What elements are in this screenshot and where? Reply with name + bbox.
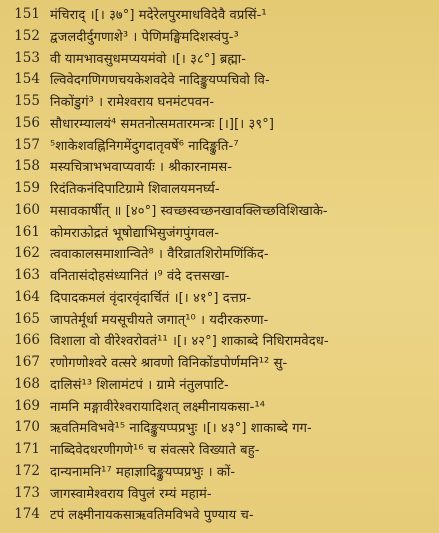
line-text: वी यामभावसुधमप्ययमंवो ।[। ३८°] ब्रह्मा- <box>50 51 247 67</box>
text-line <box>0 111 439 135</box>
line-number: 170 <box>14 419 40 436</box>
text-line <box>0 241 439 265</box>
line-text: मंचिराद् ।[। ३७°] मदेरेलपुरमाधविदेवै वप्रसिं-¹ <box>50 8 267 23</box>
line-text: मसावकार्षीत् ॥ [४०°] स्वच्छस्वच्छनखावक्लिच्छविशिखाके- <box>50 203 328 219</box>
text-line <box>0 89 439 113</box>
line-number: 159 <box>14 180 40 196</box>
line-text: जापतेर्मूर्धा मयसूचीयते जगात्¹⁰ । यदीरकरुणा- <box>50 312 269 328</box>
line-number: 152 <box>14 27 40 44</box>
text-line <box>0 415 439 439</box>
text-line <box>0 176 439 200</box>
text-line <box>0 350 439 374</box>
text-line <box>0 481 439 505</box>
line-number: 153 <box>14 49 40 66</box>
line-number: 151 <box>14 6 40 22</box>
line-number: 155 <box>14 93 40 109</box>
line-number: 173 <box>14 484 40 501</box>
line-number: 165 <box>14 310 40 327</box>
line-number: 157 <box>14 136 40 153</box>
text-line <box>0 154 439 178</box>
line-text: वनितासंदोहसंध्यानितं ।⁹ वंदे दत्तसखा- <box>50 269 230 284</box>
line-number: 168 <box>14 375 40 392</box>
line-number: 172 <box>14 462 40 479</box>
line-text: ⁵शाकेशवह्निनिगमेंदुगदातृवर्षे⁶ नादिङ्कुति-⁷ <box>50 138 239 154</box>
line-number: 158 <box>14 158 40 175</box>
text-line <box>0 307 439 331</box>
line-text: दिपादकमलं वृंदारवृंदार्चितं ।[। ४१°] दत्तप्र- <box>50 290 252 306</box>
text-line <box>0 502 439 526</box>
text-line <box>0 198 439 222</box>
line-text: जागस्वामेश्वराय विपुलं रम्यं महामं- <box>50 486 212 502</box>
line-number: 169 <box>14 397 40 414</box>
line-text: टपं लक्ष्मीनायकसाऋवतिमविभवे पुण्याय च- <box>50 508 254 524</box>
text-line <box>0 285 439 309</box>
line-number: 171 <box>14 441 40 457</box>
text-line <box>0 328 439 352</box>
line-text: कोमराऊोद्रतं भूषोद्याभिसुजंगपुंगवल- <box>50 225 219 241</box>
line-text: ल्विवेदगणिगणचयकेशवदेवे नादिङ्कुयप्पचिवो वि- <box>50 73 270 89</box>
text-line <box>0 46 439 70</box>
line-text: निकोंडुगं³ । रामेश्वराय घनमंटपवन- <box>50 95 215 110</box>
line-number: 161 <box>14 223 40 240</box>
line-text: विशाला वो वीरेश्वरोवतं¹¹ ।[। ४२°] शाकाब्दे निधिरामवेदध- <box>50 334 329 350</box>
line-text: द्वजलदीर्दुगणाशे³ । पेणिमङ्घिमदिशस्वंपु-³ <box>50 29 239 45</box>
text-line <box>0 24 439 48</box>
text-line <box>0 133 439 157</box>
line-number: 154 <box>14 71 40 88</box>
text-line <box>0 2 439 26</box>
line-number: 162 <box>14 245 40 262</box>
line-number: 160 <box>14 201 40 218</box>
line-number: 167 <box>14 354 40 370</box>
line-text: दालिसं¹³ शिलामंटपं । ग्रामे नंतुलपाटि- <box>50 377 229 393</box>
text-line <box>0 437 439 461</box>
line-number: 163 <box>14 267 40 283</box>
line-number: 164 <box>14 288 40 305</box>
line-text: नाब्दिवेदधरणीगणे¹⁶ च संवत्सरे विख्याते बहु- <box>50 443 260 458</box>
line-text: त्ववाकालसमाशान्विते⁸ । वैरिव्रातशिरोमणिंकिंद- <box>50 247 269 263</box>
line-text: रणोगणोश्वरे वत्सरे श्रावणो विनिकोंडपोर्णमनि¹² सु- <box>50 356 288 371</box>
line-text: मस्यचित्राभभवाप्यवार्यः । श्रीकारनामस- <box>50 160 233 176</box>
text-line <box>0 67 439 91</box>
line-text: दान्यनामनि¹⁷ महाज्ञादिङ्कुयप्पप्रभुः । कों- <box>50 464 236 480</box>
text-line <box>0 263 439 287</box>
line-number: 156 <box>14 114 40 131</box>
line-text: रिदंतिकनंदिपाटिग्रामे शिवालयमनर्घ्य- <box>50 182 220 197</box>
line-text: ऋवतिमविभवे¹⁵ नादिङ्कुयप्पप्रभुः ।[। ४३°] शाकाब्दे गग- <box>50 421 312 437</box>
line-text: सौधारम्यालयं⁴ समतनोत्समतारमन्त्रः [।][। ३९°] <box>50 116 275 132</box>
text-line <box>0 220 439 244</box>
line-number: 166 <box>14 332 40 349</box>
line-number: 174 <box>14 506 40 523</box>
text-line <box>0 459 439 483</box>
text-line <box>0 372 439 396</box>
text-line <box>0 394 439 418</box>
line-text: नामनि मङ्गावीरेश्वरायादिशत् लक्ष्मीनायकसा-¹⁴ <box>50 399 266 415</box>
